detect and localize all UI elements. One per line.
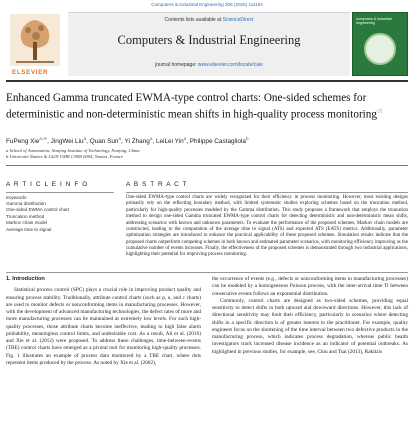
abstract-divider <box>126 192 408 193</box>
author-affiliation-mark[interactable]: a <box>83 136 87 141</box>
journal-title[interactable]: Computers & Industrial Engineering <box>117 33 301 47</box>
article-info-heading: A R T I C L E I N F O <box>6 181 89 188</box>
author-name[interactable]: Yi Zhang <box>124 138 150 146</box>
affiliations <box>6 148 410 160</box>
affiliation-b: b Université Nantes & LS2N UMR CNRS 6004, Nantes, France <box>6 154 124 159</box>
body-paragraph: Commonly, control charts are designed as two-sided schemes, providing equal sensitivity to detect shifts in both upward and downward directions. However, this lack of directional sensitivity may limit their efficiency, particularly in scenarios where detecting shifts in a specific direction is of greater interest to the practitioner. For example, quality engineers focus on the shortening of the time interval between two defective products in the manufacturing process, which indicates process degradation, whereas public health investigators track increased disease incidence as an indicator of potential outbreaks. As highlighted in previous studies, for example, see, Chiu and Tsai (2013), Rakitzis <box>212 297 408 355</box>
elsevier-tree-icon <box>6 12 64 68</box>
journal-masthead <box>68 12 350 76</box>
author-affiliation-mark[interactable]: b <box>245 136 249 141</box>
cover-title: computers & industrial engineering <box>356 17 392 26</box>
publisher-name: ELSEVIER <box>12 69 49 76</box>
homepage-line <box>68 62 350 68</box>
body-paragraph: the occurrence of events (e.g., defects or nonconforming items in manufacturing processes) can be modeled by a homogeneous Poisson process, with the inter-arrival time Ti between consecutive events follows an exponential distribution. <box>212 276 408 297</box>
body-paragraph: Statistical process control (SPC) plays a crucial role in improving product quality and ensuring process stability. Traditionally, attribute control charts (such as p, u, and c charts) are used to monitor defects or nonconforming items in manufacturing processes. However, with the development of advanced manufacturing technologies, the defect rates of more and more manufacturing processes can be maintained at extremely low levels. For such high-quality processes, those attribute charts become ineffective, leading to high false alarm probability, meaningless control limits, and undesirable cost. As a result, Ali et al. (2016) and Xie et al. (2012) were proposed. To address these challenges, time-between-events (TBE) control charts have emerged as a pivotal tool for monitoring high-quality processes. Fig. 1 illustrates an example of process data monitored by a TBE chart, where dots represent items produced by the process. As noted by Xie et al. (2002), <box>6 287 201 366</box>
keyword: Truncation method <box>6 213 45 219</box>
author-separator: , <box>121 138 125 146</box>
author-affiliation-mark[interactable]: a,✉ <box>39 136 48 141</box>
author-separator: , <box>47 138 51 146</box>
header-divider <box>6 80 408 82</box>
author-name[interactable]: FuPeng Xie <box>6 138 40 146</box>
sciencedirect-link[interactable]: ScienceDirect <box>222 17 254 23</box>
author-list <box>6 136 410 145</box>
author-affiliation-mark[interactable]: a <box>183 136 187 141</box>
homepage-prefix: journal homepage: <box>155 62 198 68</box>
keyword: One-sided EWMA control chart <box>6 207 70 213</box>
author-affiliation-mark[interactable]: a <box>118 136 122 141</box>
keywords-divider <box>6 192 114 193</box>
abstract-text: One-sided EWMA-type control charts are widely recognized for their efficiency in process monitoring. However, most existing designs primarily rely on the reflecting boundary method, with limited systematic studies exploring schemes based on the truncation method, particularly for high-quality processes modeled by the Gamma distribution. This study proposes a framework that employs the truncation method to design one-sided Gamma truncated EWMA-type control charts for detecting deterministic and non-deterministic mean shifts, addressing scenarios with known and unknown parameters. To evaluate the performance of the proposed schemes, Markov chain models are constructed, leading to the computation of the average time to signal (ATS) and expected ATS (EATS) metrics. Additionally, parameter optimization strategies are introduced to enhance the practical applicability of these proposed schemes. Simulation results indicate that the proposed charts outperform competing schemes in both known and estimated parameter scenarios, with monitoring efficiency improving as the cumulative number of events increases. Finally, the effectiveness of the proposed schemes is demonstrated through two industrial applications, highlighting their potential for improving process monitoring. <box>126 195 408 258</box>
keywords-label: Keywords: <box>6 195 28 200</box>
author-name[interactable]: Philippe Castagliola <box>189 138 246 146</box>
introduction-heading: 1. Introduction <box>6 276 45 282</box>
author-separator: , <box>86 138 90 146</box>
author-separator: , <box>186 138 190 146</box>
keyword: Average time to signal <box>6 226 52 232</box>
title-footnote-mark[interactable]: ☆ <box>376 107 384 116</box>
contents-prefix: Contents lists available at <box>164 17 223 23</box>
author-affiliation-mark[interactable]: a <box>149 136 153 141</box>
affiliation-divider <box>6 165 408 166</box>
elsevier-logo[interactable] <box>6 12 64 76</box>
body-divider <box>6 272 408 273</box>
keyword: Gamma distribution <box>6 201 46 206</box>
homepage-link[interactable]: www.elsevier.com/locate/caie <box>197 62 263 68</box>
author-name[interactable]: Quan Sun <box>89 138 119 146</box>
author-name[interactable]: LeiLei Yin <box>155 138 184 146</box>
article-title-text: Enhanced Gamma truncated EWMA-type control charts: One-sided schemes for deterministic and non-deterministic mean shifts in high-quality process monitoring <box>6 92 377 122</box>
keyword: Markov chain model <box>6 220 48 226</box>
journal-header <box>6 12 408 76</box>
cover-art <box>364 33 396 65</box>
abstract-heading: A B S T R A C T <box>126 181 188 188</box>
author-name[interactable]: JingWei Liu <box>50 138 84 146</box>
journal-reference[interactable]: Computers & Industrial Engineering 206 (2025) 111184 <box>151 2 263 7</box>
body-column-right <box>212 276 408 356</box>
body-column-left <box>6 276 201 367</box>
journal-cover-image[interactable] <box>352 12 408 76</box>
article-title <box>6 92 406 123</box>
contents-line <box>68 17 350 23</box>
author-separator: , <box>152 138 156 146</box>
keywords-box <box>6 195 114 233</box>
affiliation-a: a School of Automation, Nanjing Institute of Technology, Nanjing, China <box>6 148 140 153</box>
